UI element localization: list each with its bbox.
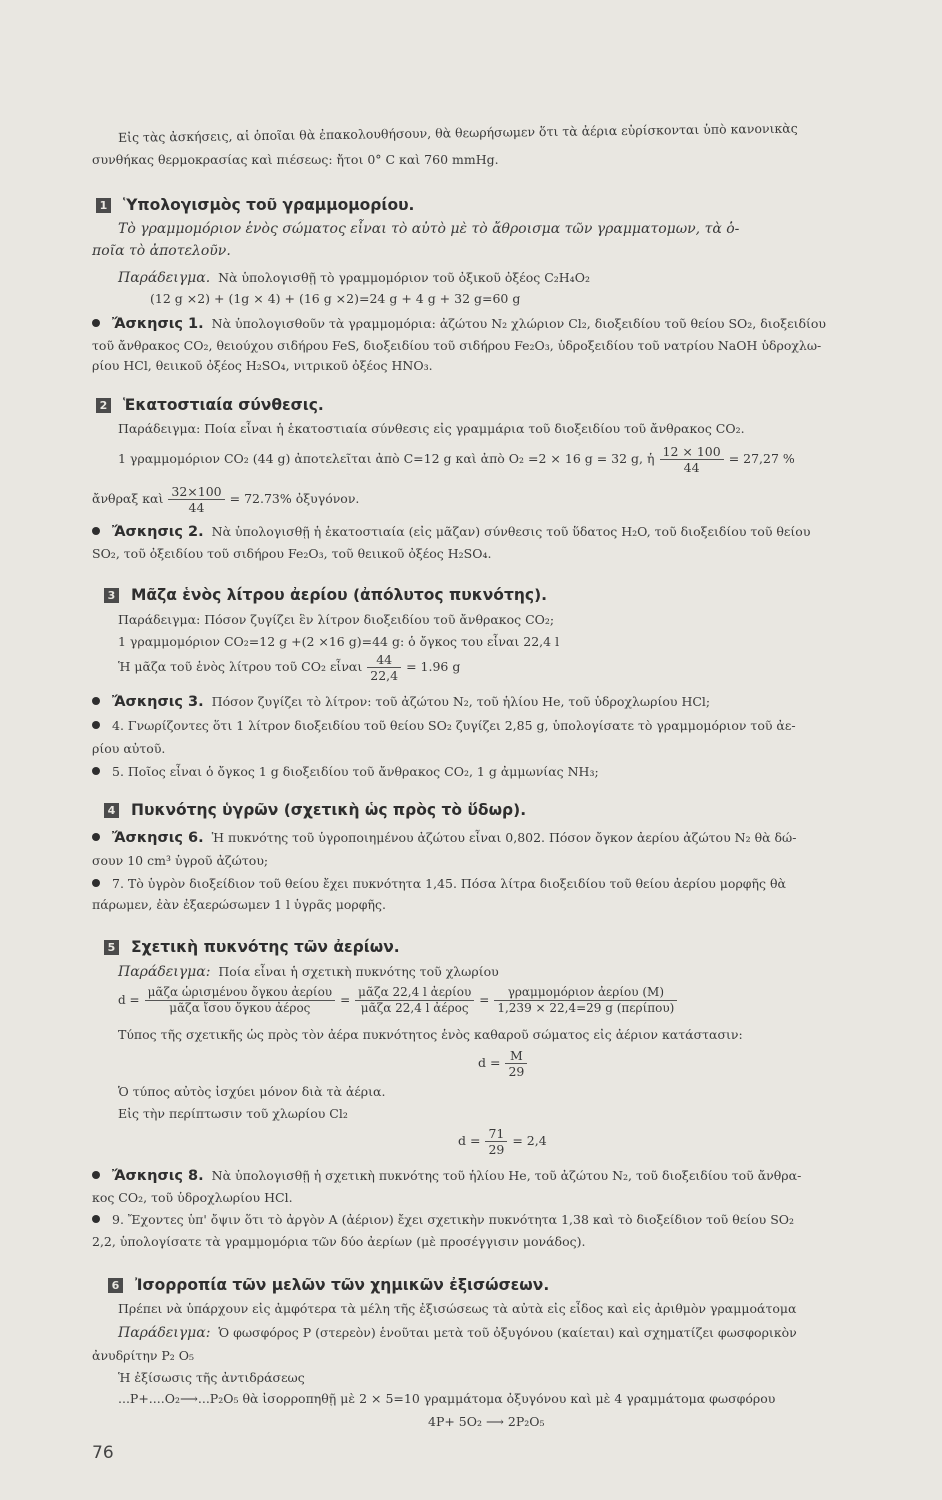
s5-example [118,964,499,980]
exercise-8-line-2: κος CO₂, τοῦ ὑδροχλωρίου HCl. [92,1190,293,1205]
question-7-line-2: πάρωμεν, ἐὰν ἐξαερώσωμεν 1 l ὑγρᾶς μορφῆς. [92,897,386,912]
section-4-title: Πυκνότης ὑγρῶν (σχετικὴ ὡς πρὸς τὸ ὕδωρ). [131,801,527,819]
fraction-numerator: 44 [367,652,401,668]
fraction-result: = 72.73% ὀξυγόνον. [229,491,360,506]
fraction-numerator: M [505,1048,527,1064]
s5-formula-d-m29 [478,1048,532,1079]
bullet-icon [92,1171,100,1179]
section-2-title: Ἑκατοστιαία σύνθεσις. [123,396,324,414]
exercise-6-line-2: σουν 10 cm³ ὑγροῦ ἀζώτου; [92,853,269,868]
exercise-3 [92,694,710,710]
exercise-2-line-1: Νὰ ὑπολογισθῇ ἡ ἑκατοστιαία (εἰς μᾶζαν) σύνθεσις τοῦ ὕδατος H₂O, τοῦ διοξειδίου τοῦ θείου [211,524,811,539]
exercise-1-line-1: Νὰ ὑπολογισθοῦν τὰ γραμμομόρια: ἀζώτου N₂ χλώριον Cl₂, διοξειδίου τοῦ θείου SO₂, διοξειδίου [211,316,827,331]
exercise-label: Ἄσκησις 8. [112,1168,204,1184]
s5-density-formula [118,985,682,1016]
s2-line-1-text: 1 γραμμομόριον CO₂ (44 g) ἀποτελεῖται ἀπὸ C=12 g καὶ ἀπὸ O₂ =2 × 16 g = 32 g, ἡ [118,451,655,466]
exercise-1 [92,316,826,332]
fraction-numerator: 71 [485,1126,507,1142]
fraction-denominator: 29 [488,1142,505,1157]
bullet-icon [92,767,100,775]
example-label: Παράδειγμα: [118,964,211,980]
fraction-denominator: 29 [508,1064,525,1079]
s3-line-2-text: Ἡ μᾶζα τοῦ ἑνὸς λίτρου τοῦ CO₂ εἶναι [118,659,363,674]
exercise-1-line-3: ρίου HCl, θειικοῦ ὀξέος H₂SO₄, νιτρικοῦ ὀξέος HNO₃. [92,358,433,373]
bullet-icon [92,1215,100,1223]
section-2-heading [96,396,324,414]
fraction-numerator: 12 × 100 [660,444,724,460]
s3-line-1: 1 γραμμομόριον CO₂=12 g +(2 ×16 g)=44 g: ὁ ὄγκος του εἶναι 22,4 l [118,634,560,649]
s2-line-2-text: ἄνθραξ καὶ [92,491,164,506]
fraction [355,985,474,1016]
section-number-badge: 1 [96,198,111,213]
formula-lhs: d = [118,993,140,1007]
fraction-numerator: μᾶζα 22,4 l ἀερίου [355,985,474,1001]
s6-equation-balanced: 4P+ 5O₂ ⟶ 2P₂O₅ [428,1414,545,1429]
exercise-2-line-2: SO₂, τοῦ ὀξειδίου τοῦ σιδήρου Fe₂O₃, τοῦ θειικοῦ ὀξέος H₂SO₄. [92,546,492,561]
example-text: Νὰ ὑπολογισθῇ τὸ γραμμομόριον τοῦ ὀξικοῦ ὀξέος C₂H₄O₂ [218,270,590,285]
fraction [485,1126,507,1157]
s1-example [118,270,590,286]
section-5-heading [104,938,400,956]
section-4-heading [104,801,526,819]
fraction-denominator: 44 [188,500,205,515]
fraction [168,484,224,515]
example-label: Παράδειγμα. [118,270,211,286]
fraction-result: = 1.96 g [406,659,461,674]
fraction-numerator: 32×100 [168,484,224,500]
exercise-3-text: Πόσον ζυγίζει τὸ λίτρον: τοῦ ἀζώτου N₂, τοῦ ἡλίου He, τοῦ ὑδροχλωρίου HCl; [211,694,711,709]
fraction [494,985,677,1016]
example-text: Ποία εἶναι ἡ σχετικὴ πυκνότης τοῦ χλωρίου [218,964,499,979]
equals-sign: = [479,993,490,1007]
section-number-badge: 5 [104,940,119,955]
s6-line-3: Ἡ ἐξίσωσις τῆς ἀντιδράσεως [118,1370,305,1385]
equals-sign: = [340,993,351,1007]
question-5-text: 5. Ποῖος εἶναι ὁ ὄγκος 1 g διοξειδίου τοῦ ἄνθρακος CO₂, 1 g ἀμμωνίας NH₃; [112,764,599,779]
exercise-label: Ἄσκησις 2. [112,524,204,540]
section-3-heading [104,586,547,604]
bullet-icon [92,697,100,705]
s6-example [118,1325,797,1341]
s2-line-2 [92,484,359,515]
section-number-badge: 4 [104,803,119,818]
s6-line-1: Πρέπει νὰ ὑπάρχουν εἰς ἀμφότερα τὰ μέλη τῆς ἐξισώσεως τὰ αὐτὰ εἰς εἶδος καὶ εἰς ἀριθμὸν γραμμοάτομα [118,1301,797,1316]
fraction [505,1048,527,1079]
s2-line-1 [118,444,795,475]
question-9-line-2: 2,2, ὑπολογίσατε τὰ γραμμομόρια τῶν δύο ἀερίων (μὲ προσέγγισιν μονάδος). [92,1234,586,1249]
exercise-2 [92,524,810,540]
intro-line-2: συνθήκας θερμοκρασίας καὶ πιέσεως: ἤτοι 0° C καὶ 760 mmHg. [92,152,499,167]
question-4-line-1: 4. Γνωρίζοντες ὅτι 1 λίτρον διοξειδίου τοῦ θείου SO₂ ζυγίζει 2,85 g, ὑπολογίσατε τὸ γραμμομόριον τοῦ ἀε- [112,718,796,733]
section-1-title: Ὑπολογισμὸς τοῦ γραμμομορίου. [123,196,415,214]
fraction [145,985,336,1016]
bullet-icon [92,721,100,729]
fraction-numerator: γραμμομόριον ἀερίου (M) [494,985,677,1001]
fraction-result: = 27,27 % [728,451,795,466]
s5-formula-chlorine [458,1126,547,1157]
s3-example: Παράδειγμα: Πόσον ζυγίζει ἓν λίτρον διοξειδίου τοῦ ἄνθρακος CO₂; [118,612,555,627]
section-5-title: Σχετικὴ πυκνότης τῶν ἀερίων. [131,938,400,956]
question-9 [92,1212,794,1227]
bullet-icon [92,879,100,887]
s5-formula-type: Τύπος τῆς σχετικῆς ὡς πρὸς τὸν ἀέρα πυκνότητος ἑνὸς καθαροῦ σώματος εἰς ἀέριον κατάστασιν: [118,1027,743,1042]
exercise-6 [92,830,796,846]
s6-line-2: ἀνυδρίτην P₂ O₅ [92,1348,195,1363]
section-6-heading [108,1276,549,1294]
example-text: Ὁ φωσφόρος P (στερεὸν) ἑνοῦται μετὰ τοῦ ὀξυγόνου (καίεται) καὶ σχηματίζει φωσφορικὸν [218,1325,797,1340]
s2-example: Παράδειγμα: Ποία εἶναι ἡ ἑκατοστιαία σύνθεσις εἰς γραμμάρια τοῦ διοξειδίου τοῦ ἄνθρακος CO₂. [118,421,745,436]
fraction-denominator: μᾶζα ἴσου ὄγκου ἀέρος [169,1001,311,1015]
s1-calculation: (12 g ×2) + (1g × 4) + (16 g ×2)=24 g + 4 g + 32 g=60 g [150,291,521,306]
section-6-title: Ἰσορροπία τῶν μελῶν τῶν χημικῶν ἐξισώσεων. [135,1276,550,1294]
fraction [367,652,401,683]
s3-line-2 [118,652,460,683]
fraction [660,444,724,475]
section-number-badge: 6 [108,1278,123,1293]
question-4-line-2: ρίου αὐτοῦ. [92,741,166,756]
formula-lhs: d = [478,1055,501,1070]
fraction-denominator: 1,239 × 22,4=29 g (περίπου) [497,1001,675,1015]
section-1-heading [96,196,414,214]
fraction-numerator: μᾶζα ὡρισμένου ὄγκου ἀερίου [145,985,336,1001]
s5-note: Ὁ τύπος αὐτὸς ἰσχύει μόνον διὰ τὰ ἀέρια. [118,1084,386,1099]
exercise-8-line-1: Νὰ ὑπολογισθῇ ἡ σχετικὴ πυκνότης τοῦ ἡλίου He, τοῦ ἀζώτου N₂, τοῦ διοξειδίου τοῦ ἄνθρα- [211,1168,802,1183]
example-label: Παράδειγμα: [118,1325,211,1341]
exercise-label: Ἄσκησις 3. [112,694,204,710]
exercise-8 [92,1168,801,1184]
exercise-label: Ἄσκησις 1. [112,316,204,332]
bullet-icon [92,527,100,535]
fraction-denominator: 22,4 [370,668,399,683]
formula-lhs: d = [458,1133,481,1148]
question-9-line-1: 9. Ἔχοντες ὑπ' ὄψιν ὅτι τὸ ἀργὸν A (ἀέριον) ἔχει σχετικὴν πυκνότητα 1,38 καὶ τὸ διοξείδιον τοῦ θείου SO₂ [112,1212,795,1227]
bullet-icon [92,833,100,841]
bullet-icon [92,319,100,327]
exercise-1-line-2: τοῦ ἄνθρακος CO₂, θειούχου σιδήρου FeS, διοξειδίου τοῦ σιδήρου Fe₂O₃, ὑδροξειδίου τοῦ νατρίου NaOH ὑδροχλω- [92,338,822,353]
exercise-label: Ἄσκησις 6. [112,830,204,846]
intro-line-1: Εἰς τὰς ἀσκήσεις, αἱ ὁποῖαι θὰ ἐπακολουθήσουν, θὰ θεωρήσωμεν ὅτι τὰ ἀέρια εὑρίσκονται ὑπὸ κανονικὰς [117,120,798,145]
question-7-line-1: 7. Τὸ ὑγρὸν διοξείδιον τοῦ θείου ἔχει πυκνότητα 1,45. Πόσα λίτρα διοξειδίου τοῦ θείου ἀερίου μορφῆς θὰ [112,876,786,891]
section-number-badge: 2 [96,398,111,413]
s1-definition-line-1: Τὸ γραμμομόριον ἑνὸς σώματος εἶναι τὸ αὐτὸ μὲ τὸ ἄθροισμα τῶν γραμματομων, τὰ ὁ- [118,221,740,237]
fraction-denominator: 44 [683,460,700,475]
section-number-badge: 3 [104,588,119,603]
question-5 [92,764,599,779]
question-4 [92,718,796,733]
s6-equation-unbalanced: ...P+....O₂⟶...P₂O₅ θὰ ἰσορροπηθῇ μὲ 2 × 5=10 γραμμάτομα ὀξυγόνου καὶ μὲ 4 γραμμάτομα φωσφόρου [118,1391,776,1406]
fraction-denominator: μᾶζα 22,4 l ἀέρος [360,1001,469,1015]
exercise-6-line-1: Ἡ πυκνότης τοῦ ὑγροποιημένου ἀζώτου εἶναι 0,802. Πόσον ὄγκον ἀερίου ἀζώτου N₂ θὰ δώ- [211,830,797,845]
s1-definition-line-2: ποῖα τὸ ἀποτελοῦν. [92,243,231,259]
page-number: 76 [92,1443,114,1463]
question-7 [92,876,786,891]
fraction-result: = 2,4 [512,1133,547,1148]
section-3-title: Μᾶζα ἑνὸς λίτρου ἀερίου (ἀπόλυτος πυκνότης). [131,586,548,604]
s5-chlorine-case: Εἰς τὴν περίπτωσιν τοῦ χλωρίου Cl₂ [118,1106,348,1121]
